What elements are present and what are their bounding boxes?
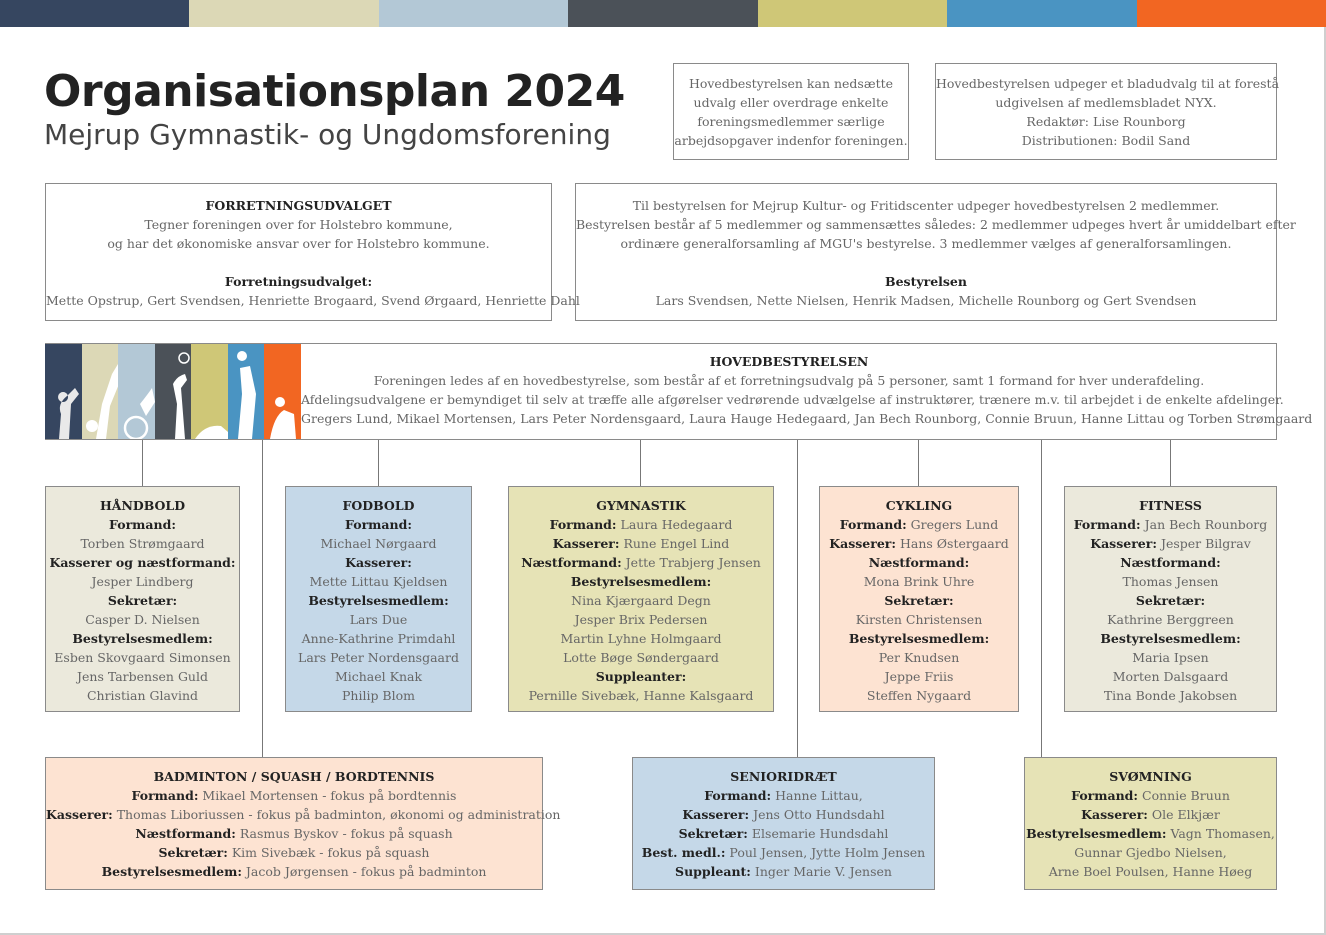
member-name: Jesper Bilgrav [1160, 536, 1251, 551]
role-label: Formand: [839, 517, 907, 532]
dept-title: CYKLING [885, 498, 953, 513]
member-name: Gunnar Gjedbo Nielsen, [1074, 845, 1227, 860]
note-line: foreningsmedlemmer særlige [697, 114, 885, 129]
dept-line [46, 786, 542, 805]
role-label: Bestyrelsesmedlem: [848, 631, 990, 646]
dept-line [46, 805, 561, 824]
dept-line [633, 824, 934, 843]
color-bar-orange [1137, 0, 1326, 27]
role-label: Sekretær: [678, 826, 748, 841]
role-label: Formand: [1073, 517, 1141, 532]
dept-line [286, 572, 471, 591]
member-name: Hans Østergaard [899, 536, 1009, 551]
dept-line [1065, 534, 1276, 553]
member-name: Kirsten Christensen [855, 612, 983, 627]
role-label: Bestyrelsesmedlem: [570, 574, 712, 589]
role-label: Bestyrelsesmedlem: [1100, 631, 1241, 646]
dept-line [820, 629, 1018, 648]
dept-line [1065, 686, 1276, 705]
athlete-silhouette-icon [228, 344, 265, 439]
role-label: Kasserer: [552, 536, 620, 551]
members-label: Bestyrelsen [885, 274, 967, 289]
dept-line [46, 686, 239, 705]
members-list: Gregers Lund, Mikael Mortensen, Lars Peter Nordensgaard, Laura Hauge Hedegaard, Jan Bech Rounborg, Connie Bruun, Hanne Littau og Torben Strømgaard [301, 411, 1313, 426]
dept-title: GYMNASTIK [596, 498, 686, 513]
dept-line [46, 843, 542, 862]
dept-line [509, 629, 773, 648]
note-line: arbejdsopgaver indenfor foreningen. [674, 133, 908, 148]
member-name: Hanne Littau, [775, 788, 863, 803]
strip-panel-sky [118, 344, 155, 439]
member-name: Kim Sivebæk - fokus på squash [231, 845, 430, 860]
role-label: Suppleanter: [595, 669, 687, 684]
box-line: Bestyrelsen består af 5 medlemmer og sammensættes således: 2 medlemmer udpeges hvert år umiddelbart efter [576, 217, 1296, 232]
member-name: Poul Jensen, Jytte Holm Jensen [729, 845, 926, 860]
dept-line [1025, 805, 1276, 824]
blad-note [935, 63, 1280, 160]
dept-line [46, 572, 239, 591]
dept-line [286, 610, 471, 629]
dept-line [820, 686, 1018, 705]
dept-line [286, 629, 471, 648]
dept-line [820, 648, 1018, 667]
member-name: Jette Trabjerg Jensen [625, 555, 761, 570]
dept-line [286, 686, 471, 705]
dept-line [1065, 591, 1276, 610]
color-bar-blue [947, 0, 1136, 27]
connector-line [640, 440, 641, 486]
dept-line [509, 591, 773, 610]
member-name: Tina Bonde Jakobsen [1103, 688, 1238, 703]
color-bar-sand [189, 0, 378, 27]
member-name: Jeppe Friis [884, 669, 954, 684]
note-line: Hovedbestyrelsen kan nedsætte [688, 76, 894, 91]
dept-line [820, 667, 1018, 686]
color-bar-navy [0, 0, 189, 27]
member-name: Jacob Jørgensen - fokus på badminton [245, 864, 487, 879]
member-name: Mette Littau Kjeldsen [309, 574, 448, 589]
member-name: Per Knudsen [878, 650, 960, 665]
dept-box-badminton [45, 757, 561, 890]
member-name: Steffen Nygaard [866, 688, 972, 703]
connector-line [1041, 440, 1042, 757]
dept-line [286, 515, 471, 534]
member-name: Lotte Bøge Søndergaard [563, 650, 719, 665]
dept-line [46, 553, 239, 572]
dept-line [509, 686, 773, 705]
dept-line [509, 648, 773, 667]
member-name: Jesper Brix Pedersen [574, 612, 708, 627]
dept-line [1065, 515, 1276, 534]
swimmer-silhouette-icon [191, 344, 228, 439]
member-name: Jens Otto Hundsdahl [753, 807, 885, 822]
note-line: udgivelsen af medlemsbladet NYX. [995, 95, 1217, 110]
dept-line [820, 515, 1018, 534]
dept-line [46, 824, 542, 843]
note-line: udvalg eller overdrage enkelte [693, 95, 889, 110]
member-name: Christian Glavind [86, 688, 199, 703]
member-name: Esben Skovgaard Simonsen [54, 650, 231, 665]
color-bar-sky [379, 0, 568, 27]
member-name: Mona Brink Uhre [863, 574, 975, 589]
dept-title: FITNESS [1139, 498, 1202, 513]
role-label: Sekretær: [158, 845, 228, 860]
dept-line [1065, 610, 1276, 629]
role-label: Kasserer: [829, 536, 896, 551]
kulturcenter-box [575, 183, 1296, 321]
badminton-silhouette-icon [155, 344, 192, 439]
role-label: Bestyrelsesmedlem: [1026, 826, 1167, 841]
member-name: Nina Kjærgaard Degn [571, 593, 711, 608]
role-label: Sekretær: [107, 593, 178, 608]
dept-box-fitness [1064, 486, 1277, 712]
member-name: Ole Elkjær [1151, 807, 1220, 822]
box-line: Afdelingsudvalgene er bemyndiget til selv at træffe alle afgørelser vedrørende udvælgelse af instruktører, trænere m.v. til arbejdet i de enkelte afdelinger. [301, 392, 1284, 407]
dept-title: HÅNDBOLD [99, 498, 186, 513]
role-label: Formand: [109, 517, 176, 532]
dept-line [1065, 648, 1276, 667]
dept-line [46, 591, 239, 610]
member-name: Thomas Liboriussen - fokus på badminton, økonomi og administration [116, 807, 561, 822]
dept-line [509, 515, 773, 534]
role-label: Formand: [1071, 788, 1139, 803]
color-bar-slate [568, 0, 757, 27]
member-name: Lars Due [349, 612, 408, 627]
role-label: Sekretær: [1135, 593, 1206, 608]
box-line: ordinære generalforsamling af MGU's bestyrelse. 3 medlemmer vælges af generalforsamlingen. [620, 236, 1232, 251]
member-name: Jens Tarbensen Guld [77, 669, 208, 684]
connector-line [262, 440, 263, 757]
note-line: Hovedbestyrelsen udpeger et bladudvalg til at forestå [936, 76, 1280, 91]
member-name: Martin Lyhne Holmgaard [560, 631, 722, 646]
strip-panel-olive [191, 344, 228, 439]
gymnast-silhouette-icon [45, 344, 82, 439]
dept-line [509, 553, 773, 572]
role-label: Sekretær: [884, 593, 954, 608]
dept-line [820, 534, 1018, 553]
dept-line [820, 591, 1018, 610]
box-line: og har det økonomiske ansvar over for Holstebro kommune. [107, 236, 490, 251]
role-label: Kasserer: [345, 555, 412, 570]
dept-line [820, 553, 1018, 572]
strip-panel-slate [155, 344, 192, 439]
role-label: Kasserer: [46, 807, 113, 822]
role-label: Næstformand: [868, 555, 970, 570]
box-line: Tegner foreningen over for Holstebro kommune, [144, 217, 453, 232]
role-label: Kasserer: [682, 807, 750, 822]
box-title: HOVEDBESTYRELSEN [709, 354, 869, 369]
member-name: Inger Marie V. Jensen [754, 864, 892, 879]
connector-line [378, 440, 379, 486]
member-name: Morten Dalsgaard [1112, 669, 1229, 684]
dept-line [1065, 572, 1276, 591]
page-title: Organisationsplan 2024 [44, 66, 625, 117]
member-name: Elsemarie Hundsdahl [751, 826, 889, 841]
dept-line [1025, 862, 1276, 881]
dept-box-cykling [819, 486, 1019, 712]
dept-title: FODBOLD [342, 498, 415, 513]
dept-line [633, 843, 934, 862]
strip-panel-navy [45, 344, 82, 439]
dept-box-svoemning [1024, 757, 1277, 890]
connector-line [918, 440, 919, 486]
role-label: Næstformand: [135, 826, 236, 841]
spacer [576, 253, 1276, 272]
udvalg-note [673, 63, 909, 160]
dept-line [820, 610, 1018, 629]
role-label: Bestyrelsesmedlem: [308, 593, 449, 608]
color-bar-olive [758, 0, 947, 27]
connector-line [1170, 440, 1171, 486]
strip-panel-blue [228, 344, 265, 439]
dept-line [46, 610, 239, 629]
member-name: Vagn Thomasen, [1170, 826, 1275, 841]
cyclist-silhouette-icon [118, 344, 155, 439]
dept-line [509, 572, 773, 591]
dept-line [46, 629, 239, 648]
dept-line [1025, 786, 1276, 805]
role-label: Formand: [549, 517, 617, 532]
dept-line [1065, 553, 1276, 572]
member-name: Jan Bech Rounborg [1144, 517, 1268, 532]
role-label: Næstformand: [1120, 555, 1221, 570]
member-name: Jesper Lindberg [91, 574, 194, 589]
member-name: Gregers Lund [910, 517, 999, 532]
dept-line [1025, 824, 1276, 843]
member-name: Casper D. Nielsen [85, 612, 200, 627]
dept-line [509, 610, 773, 629]
member-name: Arne Boel Poulsen, Hanne Høeg [1048, 864, 1253, 879]
role-label: Formand: [704, 788, 772, 803]
member-name: Pernille Sivebæk, Hanne Kalsgaard [528, 688, 754, 703]
role-label: Kasserer: [1090, 536, 1157, 551]
member-name: Michael Nørgaard [320, 536, 437, 551]
color-bar [0, 0, 1326, 27]
dept-box-haandbold [45, 486, 240, 712]
member-name: Philip Blom [342, 688, 415, 703]
box-line: Foreningen ledes af en hovedbestyrelse, som består af et forretningsudvalg på 5 personer, samt 1 formand for hver underafdeling. [373, 373, 1205, 388]
role-label: Kasserer og næstformand: [49, 555, 236, 570]
dept-title: SVØMNING [1109, 769, 1192, 784]
dept-line [1025, 843, 1276, 862]
role-label: Bestyrelsesmedlem: [72, 631, 213, 646]
dept-line [286, 667, 471, 686]
member-name: Rasmus Byskov - fokus på squash [239, 826, 453, 841]
role-label: Bestyrelsesmedlem: [101, 864, 242, 879]
member-name: Anne-Kathrine Primdahl [301, 631, 456, 646]
member-name: Lars Peter Nordensgaard [298, 650, 459, 665]
spacer [46, 253, 551, 272]
hovedbestyrelsen-text [301, 352, 1313, 428]
member-name: Kathrine Berggreen [1107, 612, 1234, 627]
dept-title: BADMINTON / SQUASH / BORDTENNIS [153, 769, 435, 784]
role-label: Næstformand: [521, 555, 622, 570]
dept-line [46, 648, 239, 667]
role-label: Formand: [345, 517, 412, 532]
connector-line [797, 440, 798, 757]
forretningsudvalget-box [45, 183, 580, 321]
note-line: Distributionen: Bodil Sand [1021, 133, 1191, 148]
fitness-silhouette-icon [264, 344, 301, 439]
strip-panel-sand [82, 344, 119, 439]
member-name: Rune Engel Lind [623, 536, 730, 551]
dept-line [286, 534, 471, 553]
dept-line [1065, 629, 1276, 648]
dept-line [633, 786, 934, 805]
role-label: Kasserer: [1081, 807, 1148, 822]
box-line: Til bestyrelsen for Mejrup Kultur- og Fritidscenter udpeger hovedbestyrelsen 2 medlemmer. [632, 198, 1220, 213]
member-name: Laura Hedegaard [620, 517, 733, 532]
dept-box-senior [632, 757, 935, 890]
members-label: Forretningsudvalget: [224, 274, 373, 289]
member-name: Mikael Mortensen - fokus på bordtennis [202, 788, 457, 803]
role-label: Formand: [131, 788, 199, 803]
dept-line [286, 553, 471, 572]
dept-title: SENIORIDRÆT [730, 769, 837, 784]
dept-box-fodbold [285, 486, 472, 712]
box-title: FORRETNINGSUDVALGET [205, 198, 392, 213]
strip-panel-orange [264, 344, 301, 439]
dept-box-gymnastik [508, 486, 774, 712]
member-name: Connie Bruun [1142, 788, 1230, 803]
member-name: Torben Strømgaard [80, 536, 205, 551]
dept-line [633, 805, 934, 824]
dept-line [509, 667, 773, 686]
dept-line [46, 862, 542, 881]
connector-line [142, 440, 143, 486]
dept-line [1065, 667, 1276, 686]
dept-line [820, 572, 1018, 591]
dept-line [633, 862, 934, 881]
member-name: Thomas Jensen [1122, 574, 1219, 589]
member-name: Maria Ipsen [1132, 650, 1209, 665]
role-label: Best. medl.: [641, 845, 726, 860]
page-subtitle: Mejrup Gymnastik- og Ungdomsforening [44, 118, 611, 151]
sports-image-strip [45, 344, 301, 439]
dept-line [286, 591, 471, 610]
dept-line [46, 667, 239, 686]
role-label: Suppleant: [675, 864, 751, 879]
dept-line [509, 534, 773, 553]
member-name: Michael Knak [334, 669, 423, 684]
members-list: Lars Svendsen, Nette Nielsen, Henrik Madsen, Michelle Rounborg og Gert Svendsen [655, 293, 1197, 308]
football-silhouette-icon [82, 344, 119, 439]
dept-line [286, 648, 471, 667]
dept-line [46, 534, 239, 553]
dept-line [46, 515, 239, 534]
note-line: Redaktør: Lise Rounborg [1026, 114, 1186, 129]
members-list: Mette Opstrup, Gert Svendsen, Henriette Brogaard, Svend Ørgaard, Henriette Dahl [46, 293, 580, 308]
